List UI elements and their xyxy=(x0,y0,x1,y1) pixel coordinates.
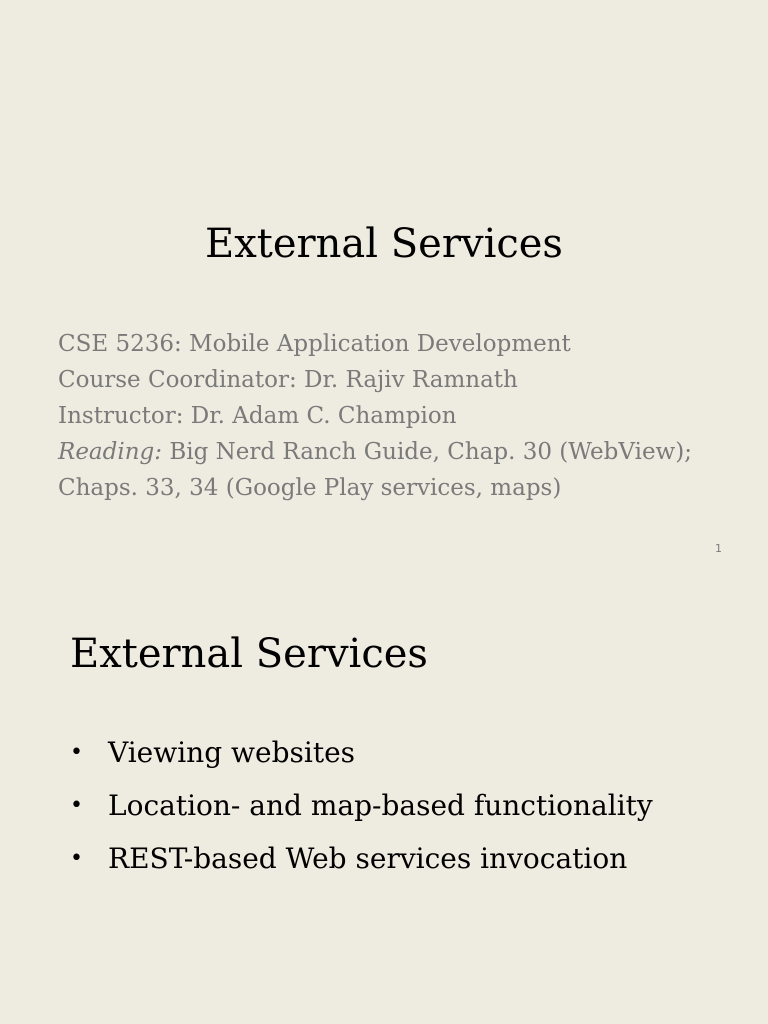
bullet-icon: • xyxy=(70,793,83,818)
bullet-text: Location- and map-based functionality xyxy=(108,789,653,822)
bullet-text: REST-based Web services invocation xyxy=(108,842,628,875)
course-info xyxy=(58,326,738,506)
course-coordinator: Course Coordinator: Dr. Rajiv Ramnath xyxy=(58,367,518,393)
bullet-item xyxy=(70,832,653,885)
bullet-list xyxy=(70,726,653,885)
content-slide xyxy=(0,576,768,1024)
reading-text: Big Nerd Ranch Guide, Chap. 30 (WebView); xyxy=(162,439,692,465)
reading-continuation: Chaps. 33, 34 (Google Play services, maps) xyxy=(58,475,562,501)
bullet-text: Viewing websites xyxy=(108,736,356,769)
slide-title: External Services xyxy=(205,221,563,267)
bullet-icon: • xyxy=(70,846,83,871)
course-name: CSE 5236: Mobile Application Development xyxy=(58,331,571,357)
bullet-icon: • xyxy=(70,740,83,765)
reading-line xyxy=(58,434,738,470)
slide-title: External Services xyxy=(70,631,428,677)
bullet-item xyxy=(70,779,653,832)
slide-number: 1 xyxy=(715,542,722,555)
bullet-item xyxy=(70,726,653,779)
reading-label: Reading: xyxy=(58,439,163,465)
course-instructor: Instructor: Dr. Adam C. Champion xyxy=(58,403,457,429)
